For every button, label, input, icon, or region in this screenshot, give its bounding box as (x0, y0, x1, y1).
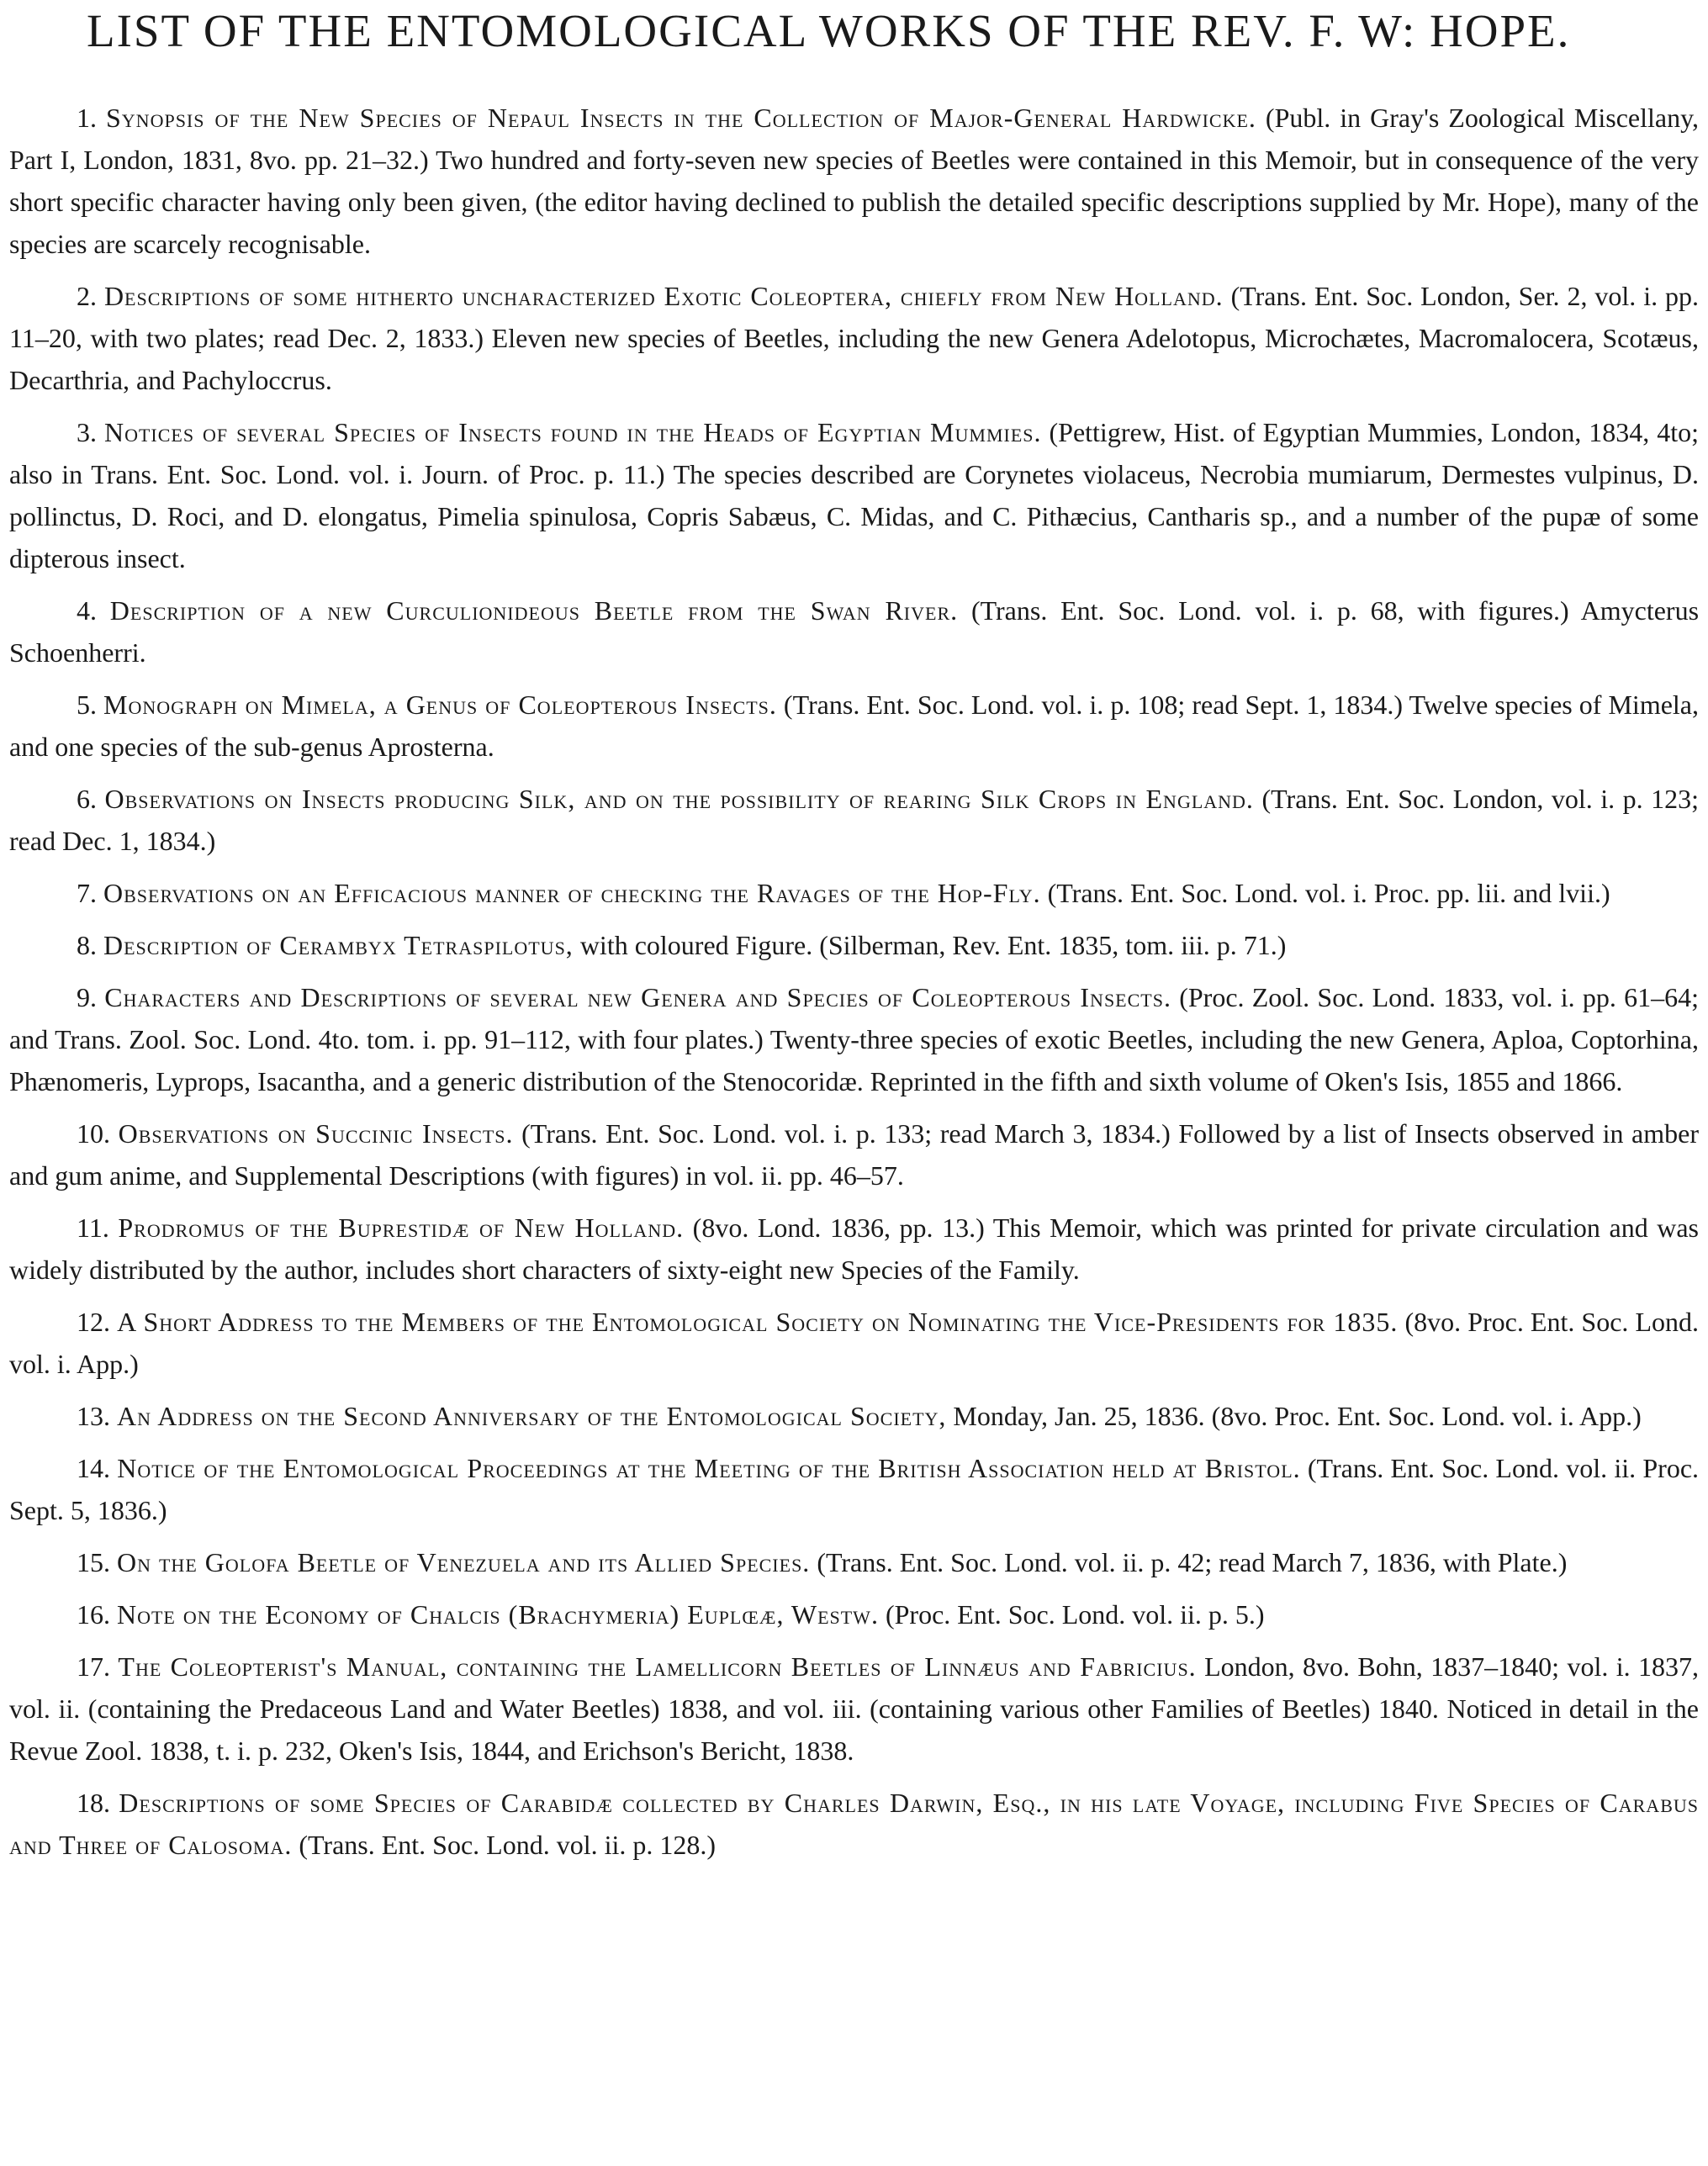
entry-title: Synopsis of the New Species of Nepaul Insects in the Collection of Major-General Hardwicke. (106, 103, 1256, 133)
entry-number: 12. (77, 1307, 110, 1337)
work-entry (9, 1395, 1699, 1437)
work-entry (9, 411, 1699, 579)
entry-number: 4. (77, 595, 97, 626)
entry-number: 17. (77, 1651, 110, 1682)
entry-title: Descriptions of some Species of Carabidæ collected by Charles Darwin, Esq., in his late Voyage, including Five Species of Carabus and Three of Calosoma. (9, 1788, 1699, 1860)
entry-number: 16. (77, 1599, 110, 1630)
entry-number: 10. (77, 1118, 110, 1149)
entry-title: A Short Address to the Members of the Entomological Society on Nominating the Vice-Presidents for 1835. (117, 1307, 1399, 1337)
work-entry (9, 97, 1699, 265)
entry-title: Description of Cerambyx Tetraspilotus, (103, 930, 574, 960)
entry-title: Description of a new Curculionideous Beetle from the Swan River. (109, 595, 959, 626)
work-entry (9, 976, 1699, 1102)
entry-number: 14. (77, 1453, 110, 1483)
entry-details: (Proc. Ent. Soc. Lond. vol. ii. p. 5.) (885, 1599, 1265, 1630)
entry-details: (Trans. Ent. Soc. Lond. vol. i. p. 133; read March 3, 1834.) Followed by a list of Insects observed in amber and gum anime, and Supplemental Descriptions (with figures) in vol. ii. pp. 46–57. (9, 1118, 1700, 1191)
work-entry (9, 1541, 1699, 1583)
entry-number: 18. (77, 1788, 110, 1818)
entry-title: Monograph on Mimela, a Genus of Coleopterous Insects. (103, 689, 777, 720)
entry-number: 15. (77, 1547, 110, 1577)
entry-details: (Trans. Ent. Soc. Lond. vol. i. p. 68, with figures.) Amycterus Schoenherri. (9, 595, 1700, 668)
work-entry (9, 589, 1699, 674)
entry-details: (Trans. Ent. Soc. London, vol. i. p. 123; read Dec. 1, 1834.) (9, 784, 1700, 856)
entry-title: Prodromus of the Buprestidæ of New Holland. (118, 1212, 685, 1243)
entry-title: Note on the Economy of Chalcis (Brachymeria) Euplœæ, Westw. (117, 1599, 879, 1630)
work-entry (9, 1301, 1699, 1385)
entry-number: 6. (77, 784, 97, 814)
work-entry (9, 1207, 1699, 1291)
entry-number: 13. (77, 1401, 110, 1431)
entry-title: Notice of the Entomological Proceedings at the Meeting of the British Association held at Bristol. (117, 1453, 1301, 1483)
entry-number: 9. (77, 982, 97, 1012)
entry-details: (Publ. in Gray's Zoological Miscellany, Part I, London, 1831, 8vo. pp. 21–32.) Two hundred and forty-seven new species of Beetles were contained in this Memoir, but in consequence of the very short specific character having only been given, (the editor having declined to publish the detailed specific descriptions supplied by Mr. Hope), many of the species are scarcely recognisable. (9, 103, 1700, 259)
entry-title: Descriptions of some hitherto uncharacterized Exotic Coleoptera, chiefly from New Holland. (103, 281, 1224, 311)
works-list (9, 97, 1699, 1866)
entry-title: Observations on an Efficacious manner of checking the Ravages of the Hop-Fly. (103, 878, 1041, 908)
entry-details: (Pettigrew, Hist. of Egyptian Mummies, London, 1834, 4to; also in Trans. Ent. Soc. Lond. vol. i. Journ. of Proc. p. 11.) The species described are Corynetes violaceus, Necrobia mumiarum, Dermestes vulpinus, D. pollinctus, D. Roci, and D. elongatus, Pimelia spinulosa, Copris Sabæus, C. Midas, and C. Pithæcius, Cantharis sp., and a number of the pupæ of some dipterous insect. (9, 417, 1700, 573)
entry-title: The Coleopterist's Manual, containing the Lamellicorn Beetles of Linnæus and Fabricius. (118, 1651, 1197, 1682)
entry-number: 2. (77, 281, 97, 311)
work-entry (9, 1112, 1699, 1197)
entry-details: (Trans. Ent. Soc. London, Ser. 2, vol. i. pp. 11–20, with two plates; read Dec. 2, 1833.) Eleven new species of Beetles, including the new Genera Adelotopus, Microchætes, Macromalocera, Scotæus, Decarthria, and Pachyloccrus. (9, 281, 1700, 395)
page-title: LIST OF THE ENTOMOLOGICAL WORKS OF THE REV. F. W: HOPE. (87, 5, 1571, 56)
entry-number: 8. (77, 930, 97, 960)
work-entry (9, 1593, 1699, 1635)
entry-number: 3. (77, 417, 97, 447)
entry-title: Observations on Insects producing Silk, and on the possibility of rearing Silk Crops in England. (104, 784, 1254, 814)
entry-details: (8vo. Proc. Ent. Soc. Lond. vol. i. App.) (9, 1307, 1700, 1379)
entry-title: An Address on the Second Anniversary of the Entomological Society, (117, 1401, 947, 1431)
entry-title: Observations on Succinic Insects. (118, 1118, 514, 1149)
entry-number: 5. (77, 689, 97, 720)
entry-title: On the Golofa Beetle of Venezuela and its Allied Species. (117, 1547, 811, 1577)
entry-details: with coloured Figure. (Silberman, Rev. Ent. 1835, tom. iii. p. 71.) (579, 930, 1287, 960)
entry-details: (8vo. Lond. 1836, pp. 13.) This Memoir, which was printed for private circulation and was widely distributed by the author, includes short characters of sixty-eight new Species of the Family. (9, 1212, 1700, 1285)
entry-details: Monday, Jan. 25, 1836. (8vo. Proc. Ent. Soc. Lond. vol. i. App.) (953, 1401, 1642, 1431)
work-entry (9, 924, 1699, 966)
entry-details: (Trans. Ent. Soc. Lond. vol. ii. p. 128.) (299, 1830, 717, 1860)
entry-number: 11. (77, 1212, 109, 1243)
entry-details: (Trans. Ent. Soc. Lond. vol. ii. Proc. Sept. 5, 1836.) (9, 1453, 1700, 1525)
entry-number: 1. (77, 103, 97, 133)
work-entry (9, 275, 1699, 401)
work-entry (9, 684, 1699, 768)
work-entry (9, 1447, 1699, 1531)
work-entry (9, 778, 1699, 862)
entry-details: (Trans. Ent. Soc. Lond. vol. ii. p. 42; read March 7, 1836, with Plate.) (817, 1547, 1568, 1577)
work-entry (9, 1646, 1699, 1772)
entry-details: (Proc. Zool. Soc. Lond. 1833, vol. i. pp. 61–64; and Trans. Zool. Soc. Lond. 4to. tom. i. pp. 91–112, with four plates.) Twenty-three species of exotic Beetles, including the new Genera, Aploa, Coptorhina, Phænomeris, Lyprops, Isacantha, and a generic distribution of the Stenocoridæ. Reprinted in the fifth and sixth volume of Oken's Isis, 1855 and 1866. (9, 982, 1700, 1096)
entry-title: Characters and Descriptions of several new Genera and Species of Coleopterous Insects. (104, 982, 1171, 1012)
entry-details: (Trans. Ent. Soc. Lond. vol. i. Proc. pp. lii. and lvii.) (1047, 878, 1610, 908)
entry-title: Notices of several Species of Insects found in the Heads of Egyptian Mummies. (103, 417, 1042, 447)
entry-details: (Trans. Ent. Soc. Lond. vol. i. p. 108; read Sept. 1, 1834.) Twelve species of Mimela, and one species of the sub-genus Aprosterna. (9, 689, 1700, 762)
work-entry (9, 1782, 1699, 1866)
work-entry (9, 872, 1699, 914)
entry-number: 7. (77, 878, 97, 908)
entry-details: London, 8vo. Bohn, 1837–1840; vol. i. 1837, vol. ii. (containing the Predaceous Land and Water Beetles) 1838, and vol. iii. (containing various other Families of Beetles) 1840. Noticed in detail in the Revue Zool. 1838, t. i. p. 232, Oken's Isis, 1844, and Erichson's Bericht, 1838. (9, 1651, 1700, 1766)
